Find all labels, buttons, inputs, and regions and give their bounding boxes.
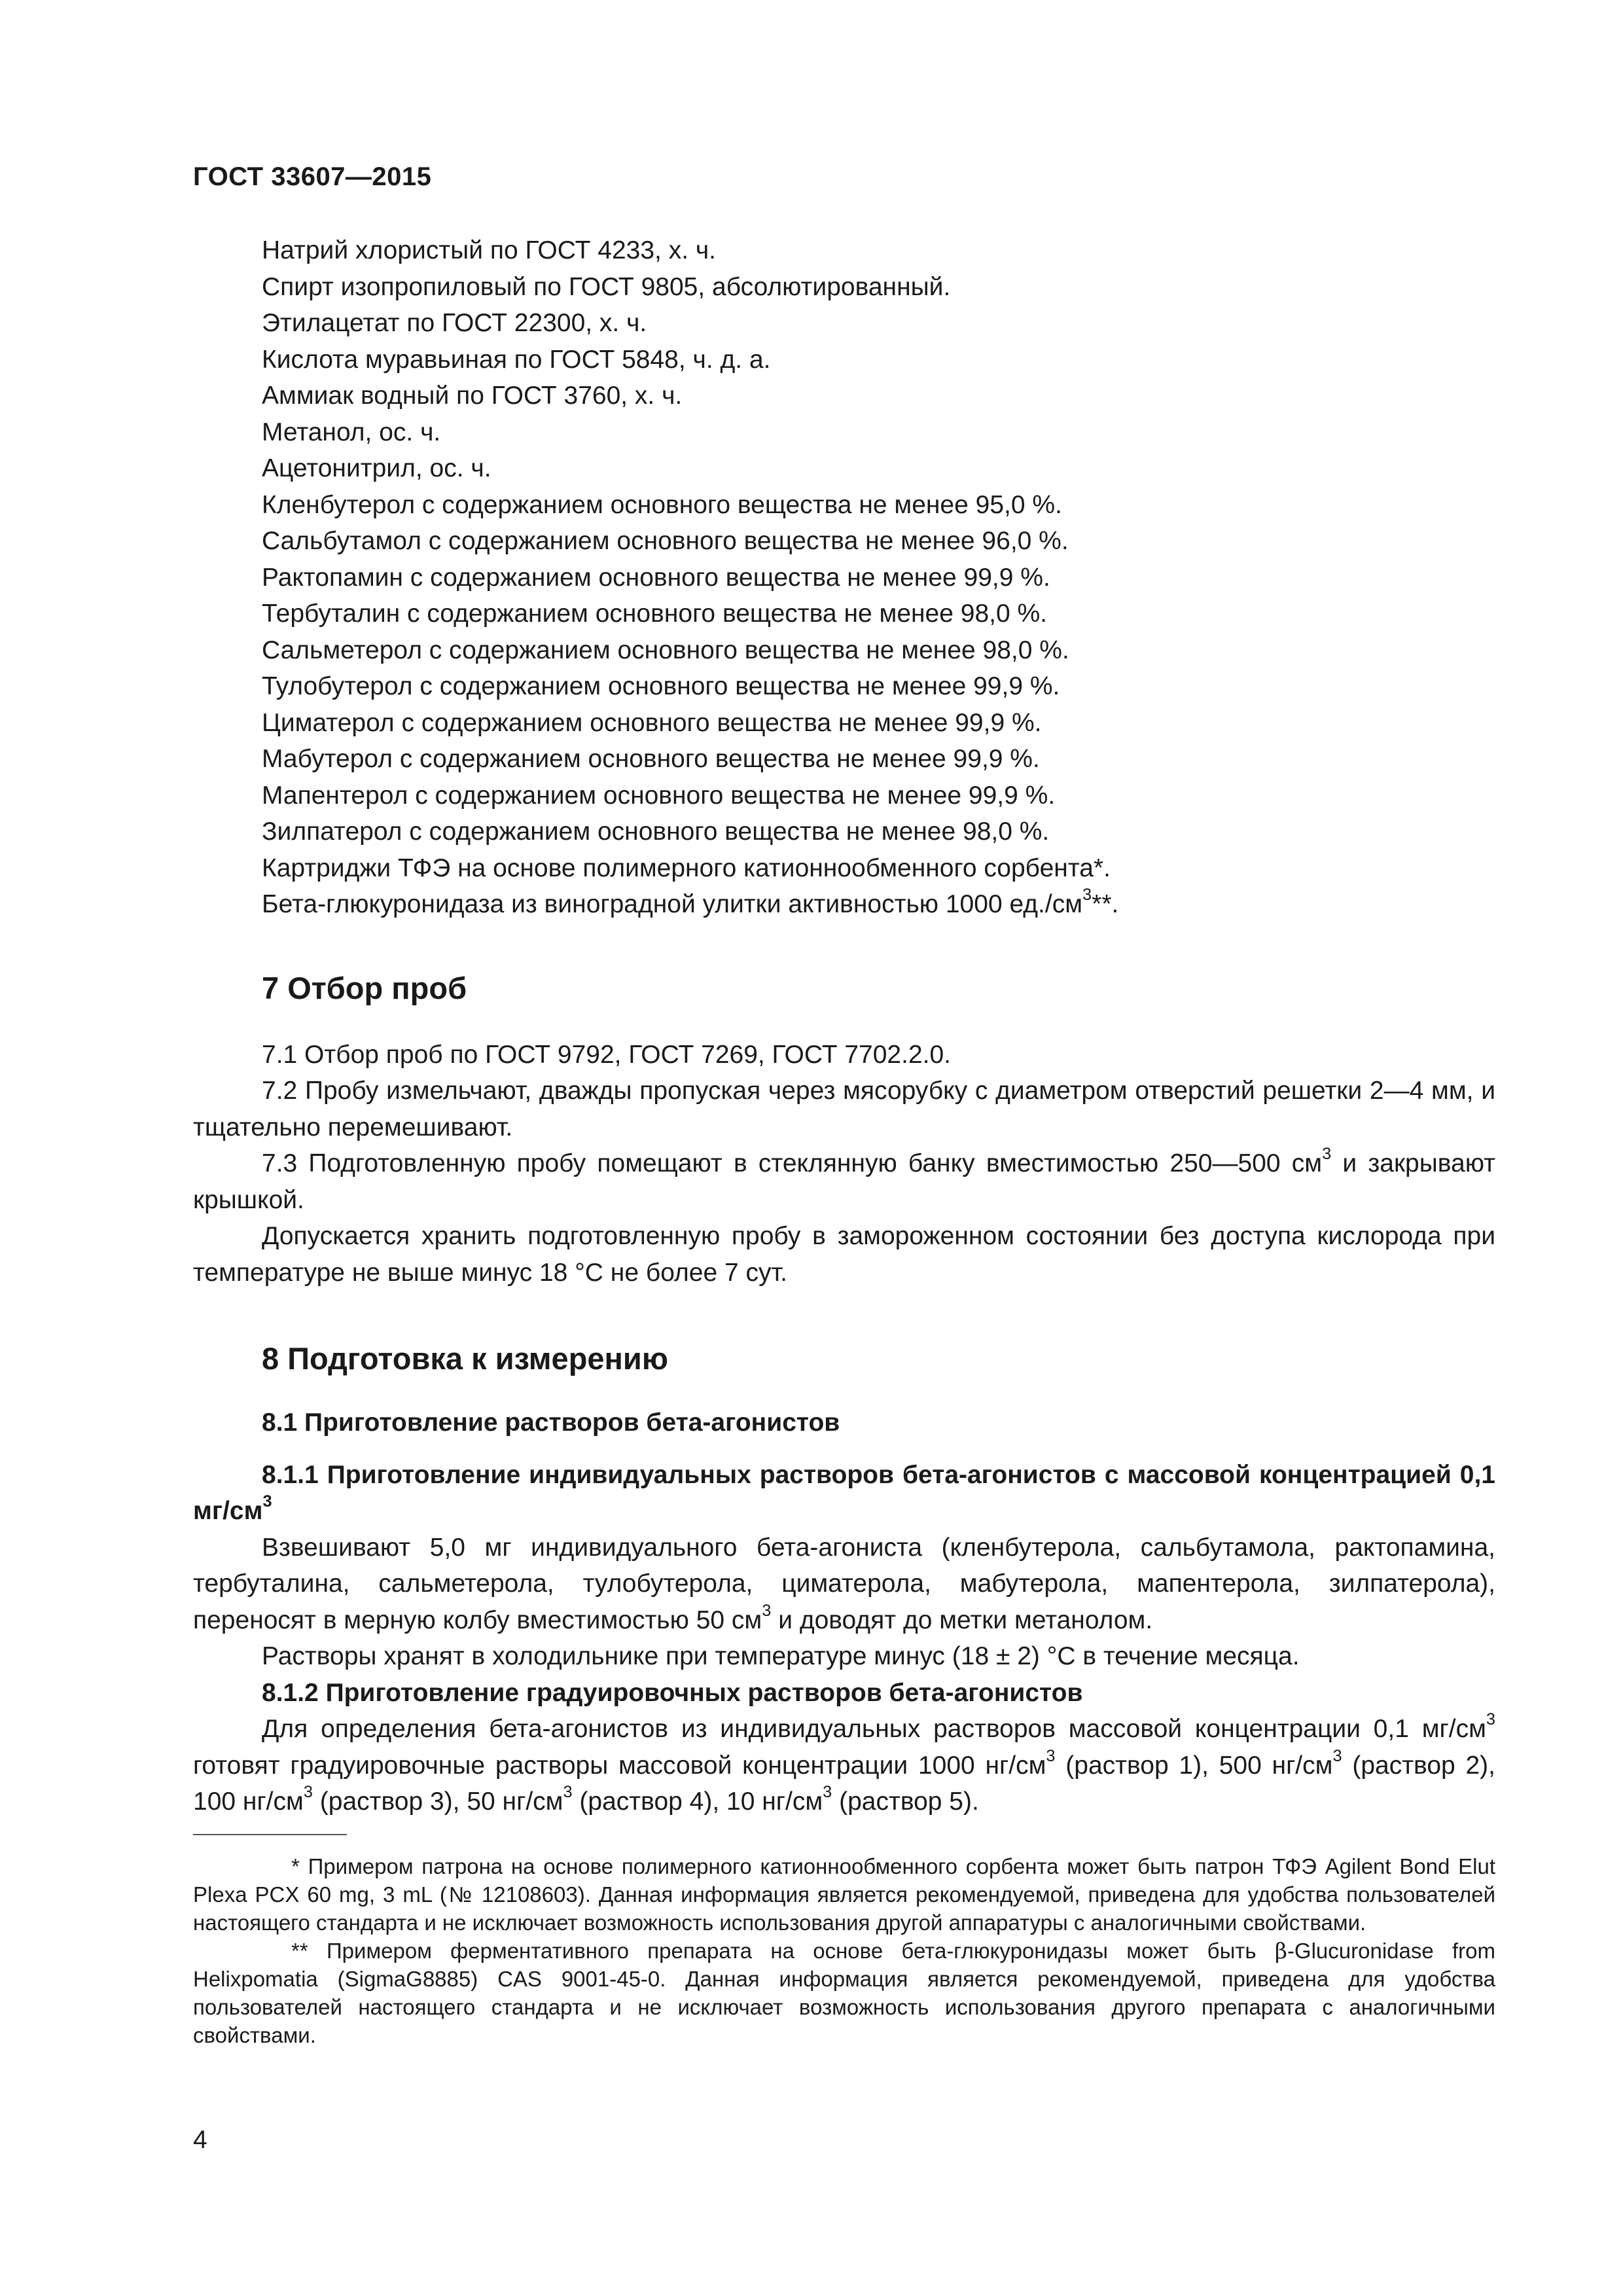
superscript: 3 [823,1783,832,1801]
text-run: Взвешивают 5,0 мг индивидуального бета-агониста (кленбутерола, сальбутамола, рактопамина, тербуталина, сальметерола, тулобутерола, циматерола, мабутерола, мапентерола, зилпатерола), переносят в мерную колбу вместимостью 50 см [193,1533,1495,1634]
document-code: ГОСТ 33607—2015 [193,162,432,191]
material-item-last [193,886,1495,923]
paragraph-8-1-1-storage: Растворы хранят в холодильнике при температуре минус (18 ± 2) °С в течение месяца. [262,1642,1300,1670]
material-item: Мабутерол с содержанием основного вещества не менее 99,9 %. [262,745,1040,773]
page-number: 4 [193,2126,207,2154]
text-run: готовят градуировочные растворы массовой концентрации 1000 нг/см [193,1751,1046,1780]
footnote-1: * Примером патрона на основе полимерного катионнообменного сорбента может быть патрон ТФЭ Agilent Bond Elut Plexa PCX 60 mg, 3 mL (№ 12108603). Данная информация является рекомендуемой, приведена для удобства пользователей настоящего стандарта и не исключает возможность использования другой аппаратуры с аналогичными свойствами. [193,1854,1495,1935]
superscript: 3 [1332,1746,1342,1765]
subsection-8-1-1-heading [193,1457,1495,1530]
superscript: 3 [1082,886,1092,904]
materials-list [193,232,1495,923]
material-item: Ацетонитрил, ос. ч. [262,454,491,482]
subsection-8-1-2-heading: 8.1.2 Приготовление градуировочных растворов бета-агонистов [262,1678,1083,1707]
paragraph-7-storage: Допускается хранить подготовленную пробу в замороженном состоянии без доступа кислорода при температуре не выше минус 18 °С не более 7 сут. [193,1222,1495,1287]
material-item: Натрий хлористый по ГОСТ 4233, х. ч. [262,236,717,264]
paragraph-7-1: 7.1 Отбор проб по ГОСТ 9792, ГОСТ 7269, ГОСТ 7702.2.0. [262,1040,951,1069]
material-item: Спирт изопропиловый по ГОСТ 9805, абсолютированный. [262,272,951,301]
material-item: Метанол, ос. ч. [262,418,441,446]
text-run: (раствор 2), 100 нг/см [193,1751,1495,1816]
material-item: Рактопамин с содержанием основного вещества не менее 99,9 %. [262,563,1050,592]
paragraph-8-1-1-weigh [193,1530,1495,1639]
text-run: и доводят до метки метанолом. [771,1605,1153,1634]
text-run: 7.3 Подготовленную пробу помещают в стеклянную банку вместимостью 250—500 см [262,1149,1323,1177]
material-item: Кленбутерол с содержанием основного вещества не менее 95,0 %. [262,490,1062,519]
text-run: (раствор 5). [832,1787,979,1816]
section-8-heading: 8 Подготовка к измерению [262,1341,668,1376]
text-run: (раствор 4), 10 нг/см [572,1787,823,1816]
text-run: (раствор 3), 50 нг/см [312,1787,563,1816]
material-text: Бета-глюкуронидаза из виноградной улитки активностью 1000 ед./см [262,890,1083,918]
superscript: 3 [1486,1710,1495,1729]
material-item: Мапентерол с содержанием основного вещества не менее 99,9 %. [262,781,1056,810]
material-item: Сальбутамол с содержанием основного вещества не менее 96,0 %. [262,527,1069,555]
text-run: и закрывают крышкой. [193,1149,1495,1214]
text-run: Для определения бета-агонистов из индивидуальных растворов массовой концентрации 0,1 мг/см [262,1715,1486,1743]
superscript: 3 [1322,1145,1332,1163]
text-run: -Glucuronidase from Helixpomatia (SigmaG8885) CAS 9001-45-0. Данная информация является рекомендуемой, приведена для удобства пользователей настоящего стандарта и не исключает возможность использования другого препарата с аналогичными свойствами. [193,1939,1495,2047]
material-item: Кислота муравьиная по ГОСТ 5848, ч. д. а. [262,345,771,374]
footnote-mark: **. [1092,890,1119,918]
superscript: 3 [563,1783,573,1801]
text-run: (раствор 1), 500 нг/см [1055,1751,1333,1780]
material-item: Картриджи ТФЭ на основе полимерного катионнообменного сорбента*. [262,853,1111,882]
material-item: Аммиак водный по ГОСТ 3760, х. ч. [262,382,683,410]
subsection-8-1-heading: 8.1 Приготовление растворов бета-агонистов [262,1408,840,1437]
material-item: Сальметерол с содержанием основного вещества не менее 98,0 %. [262,636,1069,664]
paragraph-8-1-2 [193,1711,1495,1820]
page-content [193,232,1495,1820]
beta-symbol: β [1274,1938,1287,1964]
material-item: Циматерол с содержанием основного вещества не менее 99,9 %. [262,708,1042,737]
section-7-heading: 7 Отбор проб [262,970,467,1005]
superscript: 3 [762,1601,772,1620]
material-item: Этилацетат по ГОСТ 22300, х. ч. [262,309,647,337]
superscript: 3 [303,1783,313,1801]
footnote-2 [193,1937,1495,2049]
footnotes [193,1852,1495,2049]
text-run: ** Примером ферментативного препарата на основе бета-глюкуронидазы может быть [291,1939,1275,1963]
superscript: 3 [1046,1746,1056,1765]
paragraph-7-2: 7.2 Пробу измельчают, дважды пропуская через мясорубку с диаметром отверстий решетки 2—4 мм, и тщательно перемешивают. [193,1077,1495,1141]
material-item: Тулобутерол с содержанием основного вещества не менее 99,9 %. [262,672,1060,700]
material-item: Зилпатерол с содержанием основного вещества не менее 98,0 %. [262,817,1050,846]
superscript: 3 [262,1492,272,1511]
material-item: Тербуталин с содержанием основного вещества не менее 98,0 %. [262,600,1048,628]
paragraph-7-3 [193,1145,1495,1218]
text-run: 8.1.1 Приготовление индивидуальных растворов бета-агонистов с массовой концентрацией 0,1 мг/см [193,1460,1495,1525]
footnote-divider [193,1834,347,1835]
